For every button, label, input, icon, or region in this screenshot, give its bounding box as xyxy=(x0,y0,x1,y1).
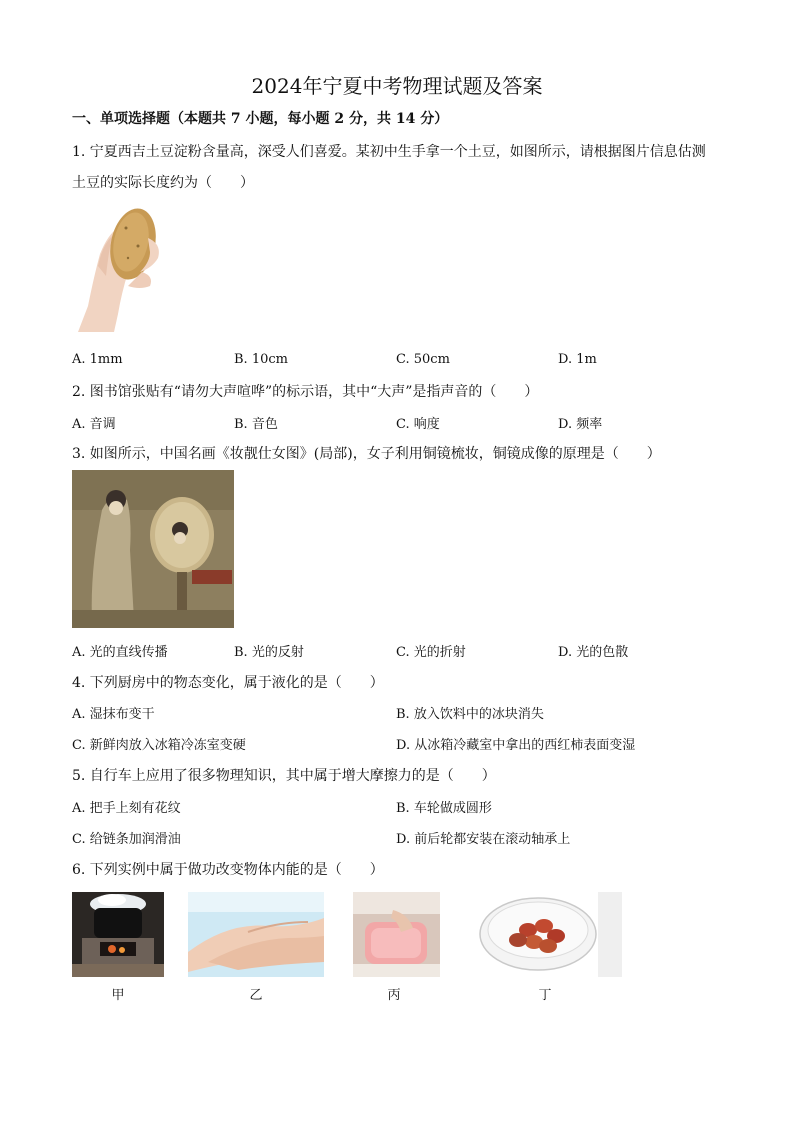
hot-water-bag-image xyxy=(353,892,440,977)
q5-option-b: B. 车轮做成圆形 xyxy=(396,801,492,816)
rubbing-hands-image xyxy=(188,892,324,977)
q2-option-b: B. 音色 xyxy=(234,417,278,432)
q1-option-a: A. 1mm xyxy=(72,352,123,367)
q2-option-d: D. 频率 xyxy=(558,417,603,432)
q1-option-d: D. 1m xyxy=(558,352,597,367)
boiling-pot-image xyxy=(72,892,164,977)
q5-option-a: A. 把手上刻有花纹 xyxy=(72,801,181,816)
caption-jia: 甲 xyxy=(111,988,125,1003)
q3-option-b: B. 光的反射 xyxy=(234,645,304,660)
section-heading: 一、单项选择题（本题共 7 小题，每小题 2 分，共 14 分） xyxy=(72,111,449,127)
q2-text: 2. 图书馆张贴有“请勿大声喧哗”的标示语，其中“大声”是指声音的（ ） xyxy=(72,384,539,400)
page-title: 2024年宁夏中考物理试题及答案 xyxy=(251,74,543,98)
q2-option-a: A. 音调 xyxy=(72,417,116,432)
q4-option-d: D. 从冰箱冷藏室中拿出的西红柿表面变湿 xyxy=(396,738,636,753)
potato-in-hand-image xyxy=(78,206,168,332)
q3-option-c: C. 光的折射 xyxy=(396,645,466,660)
q5-option-c: C. 给链条加润滑油 xyxy=(72,832,181,847)
q1-line1: 1. 宁夏西吉土豆淀粉含量高，深受人们喜爱。某初中生手拿一个土豆，如图所示，请根据图片信息估测 xyxy=(72,144,706,160)
q5-text: 5. 自行车上应用了很多物理知识，其中属于增大摩擦力的是（ ） xyxy=(72,768,496,784)
q5-option-d: D. 前后轮都安装在滚动轴承上 xyxy=(396,832,571,847)
q4-option-b: B. 放入饮料中的冰块消失 xyxy=(396,707,544,722)
q4-option-c: C. 新鲜肉放入冰箱冷冻室变硬 xyxy=(72,738,246,753)
q3-option-d: D. 光的色散 xyxy=(558,645,629,660)
q1-line2: 土豆的实际长度约为（ ） xyxy=(72,175,254,191)
q2-option-c: C. 响度 xyxy=(396,417,440,432)
q1-option-b: B. 10cm xyxy=(234,352,288,367)
q4-text: 4. 下列厨房中的物态变化，属于液化的是（ ） xyxy=(72,675,384,691)
caption-ding: 丁 xyxy=(538,988,552,1003)
caption-yi: 乙 xyxy=(249,988,263,1003)
q1-option-c: C. 50cm xyxy=(396,352,450,367)
q3-option-a: A. 光的直线传播 xyxy=(72,645,168,660)
q6-text: 6. 下列实例中属于做功改变物体内能的是（ ） xyxy=(72,862,384,878)
painting-image xyxy=(72,470,234,628)
q4-option-a: A. 湿抹布变干 xyxy=(72,707,155,722)
q3-text: 3. 如图所示，中国名画《妆靓仕女图》(局部)，女子利用铜镜梳妆，铜镜成像的原理是（ ） xyxy=(72,446,661,462)
caption-bing: 丙 xyxy=(387,988,401,1003)
eggs-bowl-image xyxy=(468,892,622,977)
